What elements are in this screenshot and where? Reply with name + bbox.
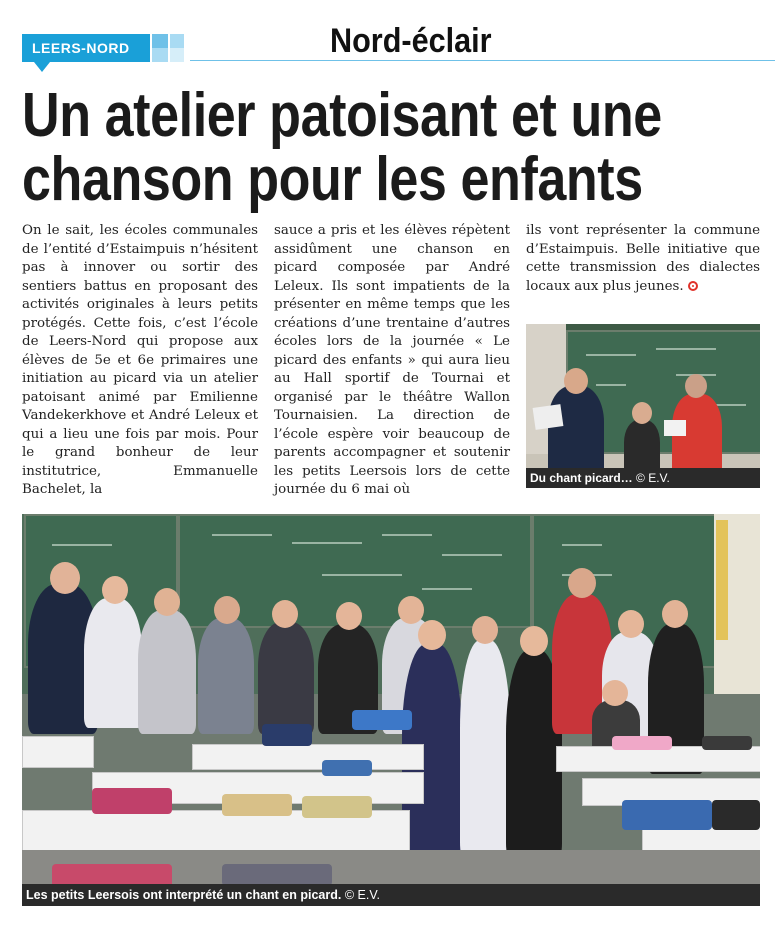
pencil-case [352, 710, 412, 730]
desk [22, 736, 94, 768]
backpack [622, 800, 712, 830]
photo-big-caption [22, 884, 760, 906]
pencil-case [222, 794, 292, 816]
pencil-case [302, 796, 372, 818]
section-tag-label: LEERS-NORD [32, 40, 130, 56]
tag-decor-square [170, 48, 184, 62]
headline-line-2: chanson pour les enfants [22, 145, 643, 214]
headline [22, 81, 662, 214]
child-figure [258, 622, 314, 734]
photo-big-caption-text: Les petits Leersois ont interprété un chant en picard. [26, 888, 342, 902]
newspaper-name: Nord-éclair [330, 22, 492, 60]
article-column-2: sauce a pris et les élèves répètent assidûment une chanson en picard composée par André Leleux. Ils sont impatients de la présenter en même temps que les créations d’une trentaine d’autres écoles lors de la journée « Le picard des enfants » qui aura lieu au Hall sportif de Tournai et organisé par le théâtre Wallon Tournaisien. La direction de l’école espère voir beaucoup de parents accompagner et soutenir les petits Leersois lors de cette journée du 6 mai où [274, 223, 510, 497]
backpack [712, 800, 760, 830]
pencil-case [612, 736, 672, 750]
photo-small-caption [526, 468, 760, 488]
section-tag [22, 34, 192, 64]
pencil-case [322, 760, 372, 776]
child-figure [138, 610, 196, 734]
pencil-case [92, 788, 172, 814]
article-column-1: On le sait, les écoles communales de l’entité d’Estaimpuis n’hésitent pas à innover ou sortir des sentiers battus en proposant des activités originales à leurs petits protégés. Cette fois, c’est l’école de Leers-Nord qui propose aux élèves de 5e et 6e primaires une initiation au picard via un atelier patoisant animé par Emilienne Vandekerkhove et André Leleux et qui a lieu une fois par mois. Pour le grand bonheur de leur institutrice, Emmanuelle Bachelet, la [22, 223, 258, 497]
tag-decor-square [170, 34, 184, 48]
pencil-case [222, 864, 332, 886]
tag-decor-square [152, 34, 168, 48]
photo-small [526, 324, 760, 488]
desk [192, 744, 424, 770]
pencil-case [702, 736, 752, 750]
article-column-3 [526, 222, 760, 296]
article-column-3-text: ils vont représenter la commune d’Estaimpuis. Belle initiative que cette transmission des dialectes locaux aux plus jeunes. [526, 223, 760, 294]
photo-big [22, 514, 760, 906]
adult-figure [548, 386, 604, 476]
section-tag-tail [34, 62, 50, 72]
child-figure [460, 640, 510, 860]
photo-big-credit: © E.V. [344, 888, 380, 902]
end-of-article-icon [688, 281, 698, 291]
photo-small-credit: © E.V. [636, 471, 670, 485]
tag-decor-square [152, 48, 168, 62]
child-figure [84, 598, 142, 728]
child-figure [198, 618, 254, 734]
photo-small-caption-text: Du chant picard… [530, 471, 633, 485]
pencil-case [262, 724, 312, 746]
headline-line-1: Un atelier patoisant et une [22, 81, 662, 150]
